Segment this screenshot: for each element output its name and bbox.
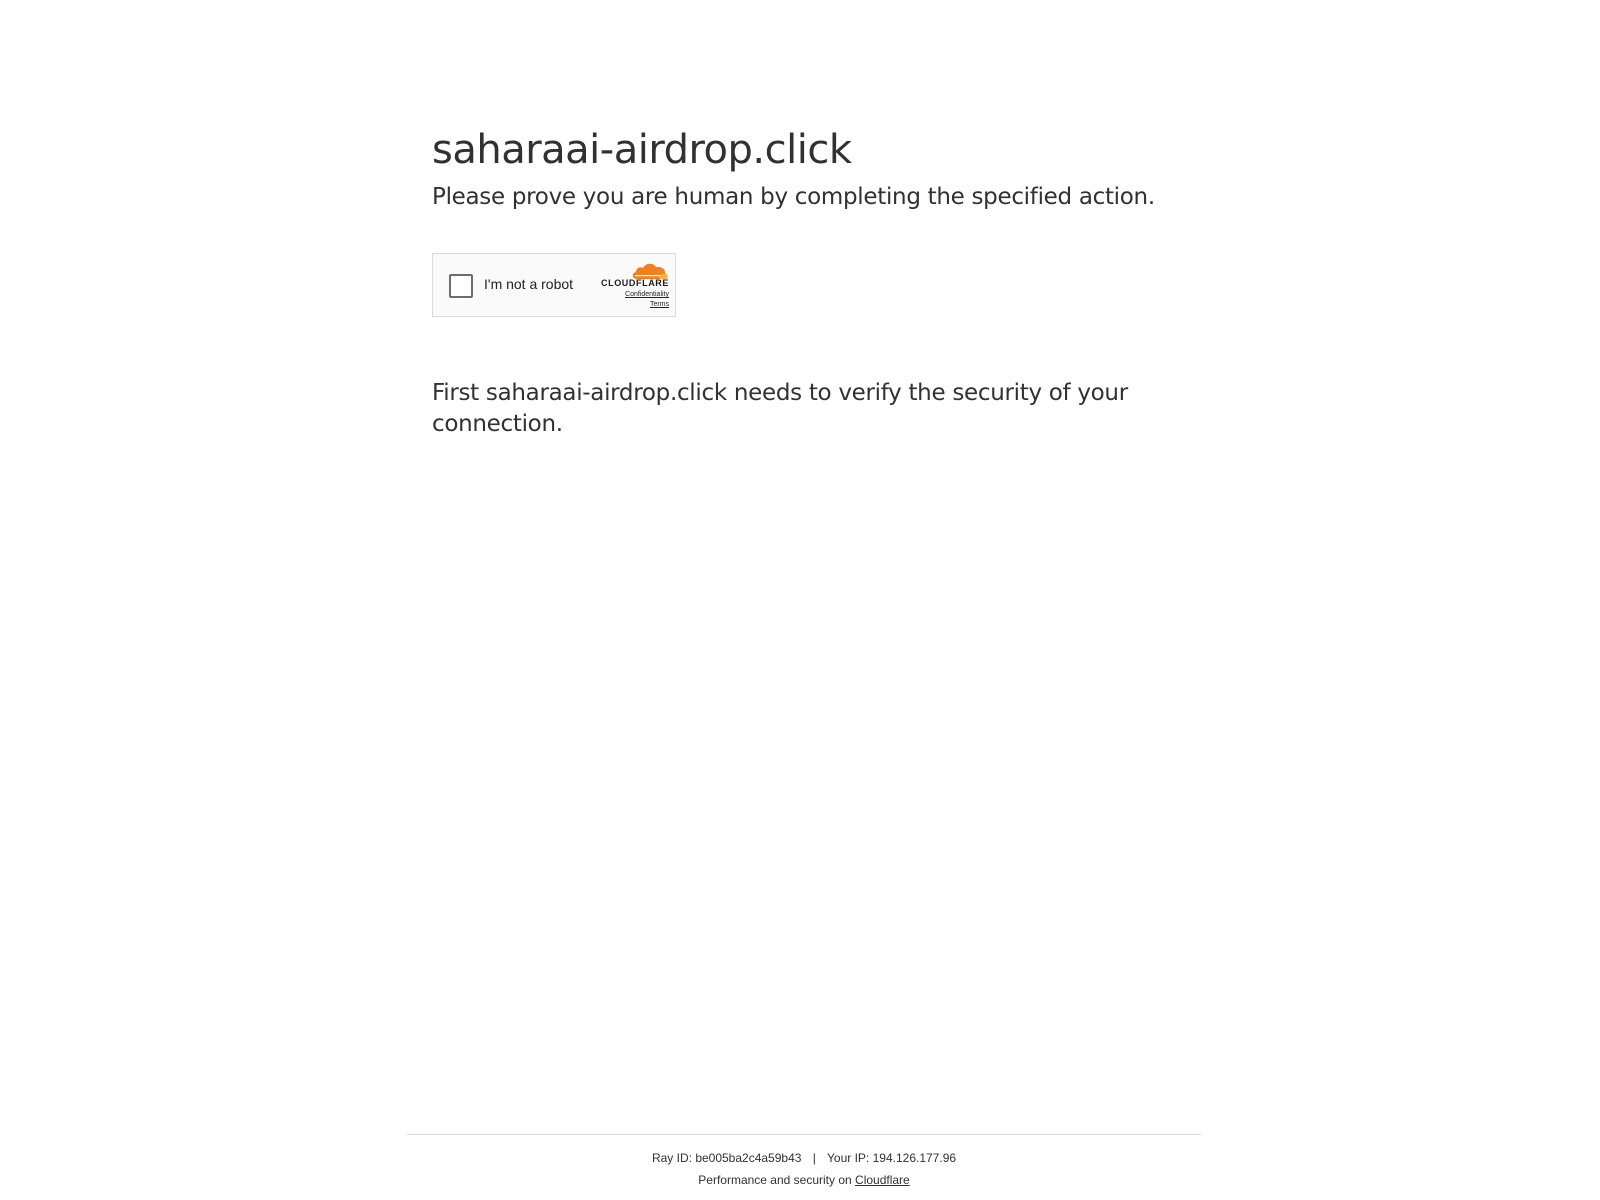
cloudflare-footer-link[interactable]: Cloudflare (855, 1173, 910, 1187)
footer-info-line (407, 1151, 1201, 1165)
captcha-checkbox[interactable] (449, 274, 473, 298)
page-subtitle: Please prove you are human by completing the specified action. (432, 184, 1155, 210)
main-content (432, 125, 1172, 438)
cloudflare-logo-text: CLOUDFLARE (601, 278, 669, 288)
captcha-widget (432, 253, 676, 317)
footer-performance-line (407, 1173, 1201, 1187)
terms-link[interactable]: Terms (649, 301, 669, 308)
ray-id-value: be005ba2c4a59b43 (695, 1151, 802, 1165)
confidentiality-link[interactable]: Confidentiality (625, 291, 669, 298)
ray-id-label: Ray ID: (651, 1151, 692, 1165)
cloudflare-branding (593, 260, 669, 312)
ip-value: 194.126.177.96 (872, 1151, 957, 1165)
captcha-checkbox-label[interactable]: I'm not a robot (484, 276, 574, 292)
performance-text: Performance and security on (698, 1173, 852, 1187)
verification-message: First saharaai-airdrop.click needs to verify the security of your connection. (432, 380, 1128, 438)
ip-label: Your IP: (827, 1151, 870, 1165)
footer (407, 1134, 1201, 1187)
cloudflare-cloud-icon (629, 260, 669, 280)
footer-separator: | (812, 1151, 816, 1165)
page-title: saharaai-airdrop.click (432, 127, 852, 173)
